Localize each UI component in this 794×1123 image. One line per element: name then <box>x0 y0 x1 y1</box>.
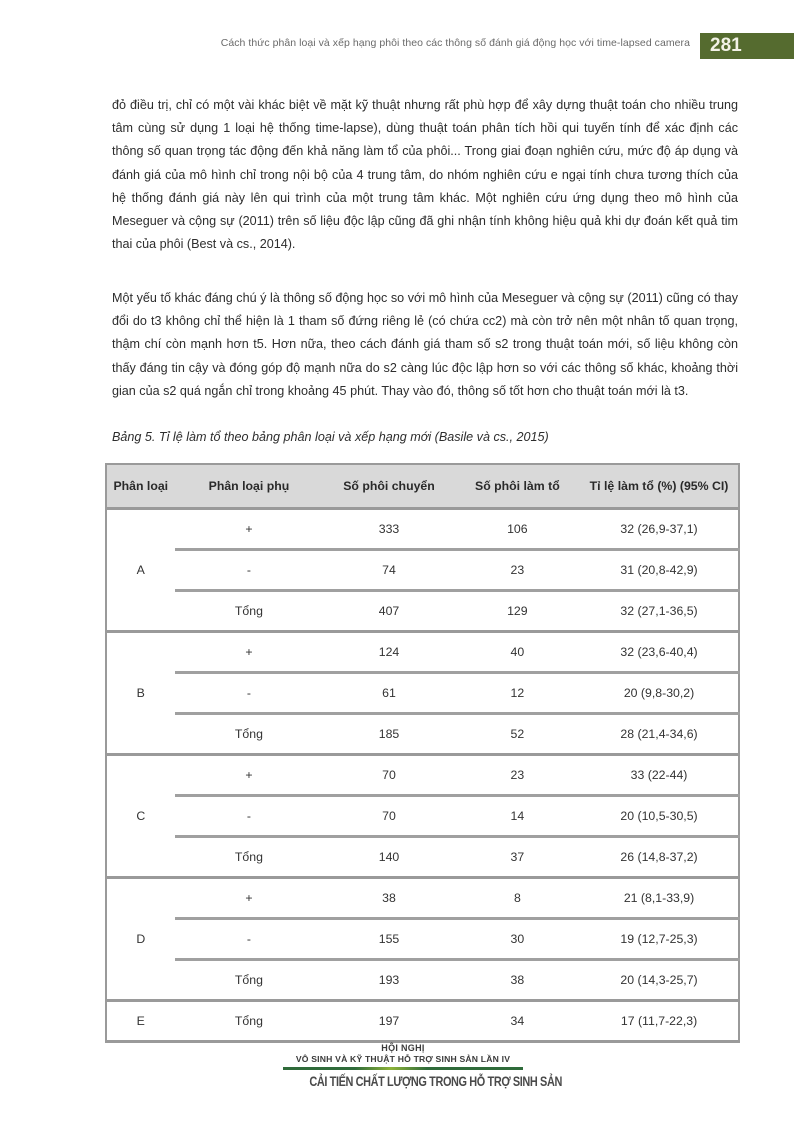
transferred-cell: 61 <box>323 673 454 714</box>
rate-cell: 20 (10,5-30,5) <box>580 796 739 837</box>
transferred-cell: 197 <box>323 1001 454 1042</box>
table-row <box>106 714 739 755</box>
header-embryos-implanted: Số phôi làm tổ <box>455 464 580 509</box>
classification-cell: D <box>106 878 175 1001</box>
conference-footer <box>283 1043 562 1089</box>
implanted-cell: 40 <box>455 632 580 673</box>
table-row <box>106 837 739 878</box>
table-row <box>106 509 739 550</box>
transferred-cell: 70 <box>323 755 454 796</box>
transferred-cell: 70 <box>323 796 454 837</box>
header-embryos-transferred: Số phôi chuyển <box>323 464 454 509</box>
subclassification-cell: Tổng <box>175 591 324 632</box>
table-row <box>106 755 739 796</box>
table-row <box>106 591 739 632</box>
implanted-cell: 129 <box>455 591 580 632</box>
rate-cell: 32 (23,6-40,4) <box>580 632 739 673</box>
implanted-cell: 34 <box>455 1001 580 1042</box>
rate-cell: 32 (26,9-37,1) <box>580 509 739 550</box>
implanted-cell: 14 <box>455 796 580 837</box>
classification-cell: A <box>106 509 175 632</box>
subclassification-cell: + <box>175 755 324 796</box>
subclassification-cell: - <box>175 550 324 591</box>
table-header-row <box>106 464 739 509</box>
header-subclassification: Phân loại phụ <box>175 464 324 509</box>
transferred-cell: 333 <box>323 509 454 550</box>
subclassification-cell: Tổng <box>175 837 324 878</box>
transferred-cell: 155 <box>323 919 454 960</box>
implanted-cell: 23 <box>455 550 580 591</box>
implanted-cell: 23 <box>455 755 580 796</box>
paragraph-1: đỏ điều trị, chỉ có một vài khác biệt về mặt kỹ thuật nhưng rất phù hợp để xây dựng thuật toán cho nhiều trung tâm cùng sử dụng 1 loại hệ thống time-lapse), dùng thuật toán phân tích hồi qui tuyến tính để xác định các thông số quan trọng tác động đến khả năng làm tổ của phôi... Trong giai đoạn nghiên cứu, mức độ áp dụng và đánh giá của mô hình chỉ trong nội bộ của 4 trung tâm, do nhóm nghiên cứu e ngại tính chưa tương thích của hệ thống đánh giá này lên qui trình của một trung tâm khác. Một nghiên cứu ứng dụng theo mô hình của Meseguer và cộng sự (2011) trên số liệu độc lập cũng đã ghi nhận tính không hiệu quả khi dự đoán kết quả tim thai của phôi (Best và cs., 2014). <box>112 98 738 252</box>
table-row <box>106 878 739 919</box>
transferred-cell: 193 <box>323 960 454 1001</box>
paragraph-2: Một yếu tố khác đáng chú ý là thông số động học so với mô hình của Meseguer và cộng sự (2011) cũng có thay đổi do t3 không chỉ thể hiện là 1 tham số đứng riêng lẻ (có chứa cc2) mà còn trở nên một nhân tố quan trọng, thậm chí còn mạnh hơn t5. Hơn nữa, theo cách đánh giá tham số s2 trong thuật toán mới, số liệu không còn thấy đáng tin cậy và đóng góp độ mạnh nữa do s2 càng lúc độc lập hơn so với các thông số khác, khoảng thời gian của s2 quá ngắn chỉ trong khoảng 45 phút. Thay vào đó, thông số tốt hơn cho thuật toán mới là t3. <box>112 291 738 398</box>
footer-line-2: VÔ SINH VÀ KỸ THUẬT HỖ TRỢ SINH SẢN LẦN IV <box>295 1054 511 1064</box>
table-row <box>106 1001 739 1042</box>
header-implantation-rate: Tỉ lệ làm tổ (%) (95% CI) <box>580 464 739 509</box>
subclassification-cell: + <box>175 878 324 919</box>
rate-cell: 17 (11,7-22,3) <box>580 1001 739 1042</box>
rate-cell: 33 (22-44) <box>580 755 739 796</box>
transferred-cell: 185 <box>323 714 454 755</box>
implanted-cell: 8 <box>455 878 580 919</box>
table-row <box>106 673 739 714</box>
classification-cell: E <box>106 1001 175 1042</box>
subclassification-cell: + <box>175 509 324 550</box>
footer-line-1: HỘI NGHỊ <box>381 1043 425 1053</box>
header-classification: Phân loại <box>106 464 175 509</box>
table-row <box>106 796 739 837</box>
subclassification-cell: Tổng <box>175 1001 324 1042</box>
implanted-cell: 37 <box>455 837 580 878</box>
page-number: 281 <box>700 33 794 59</box>
table-caption: Bảng 5. Tỉ lệ làm tổ theo bảng phân loại và xếp hạng mới (Basile và cs., 2015) <box>112 430 549 444</box>
rate-cell: 20 (9,8-30,2) <box>580 673 739 714</box>
rate-cell: 32 (27,1-36,5) <box>580 591 739 632</box>
implantation-rate-table <box>105 463 740 1043</box>
subclassification-cell: Tổng <box>175 960 324 1001</box>
table-row <box>106 919 739 960</box>
rate-cell: 19 (12,7-25,3) <box>580 919 739 960</box>
table-body <box>106 509 739 1042</box>
transferred-cell: 124 <box>323 632 454 673</box>
rate-cell: 31 (20,8-42,9) <box>580 550 739 591</box>
transferred-cell: 407 <box>323 591 454 632</box>
transferred-cell: 140 <box>323 837 454 878</box>
rate-cell: 26 (14,8-37,2) <box>580 837 739 878</box>
implanted-cell: 12 <box>455 673 580 714</box>
table-row <box>106 550 739 591</box>
implanted-cell: 30 <box>455 919 580 960</box>
rate-cell: 28 (21,4-34,6) <box>580 714 739 755</box>
implanted-cell: 38 <box>455 960 580 1001</box>
subclassification-cell: - <box>175 796 324 837</box>
subclassification-cell: - <box>175 673 324 714</box>
table-row <box>106 960 739 1001</box>
running-header-title: Cách thức phân loại và xếp hạng phôi theo các thông số đánh giá động học với time-lapsed camera <box>220 37 690 49</box>
rate-cell: 20 (14,3-25,7) <box>580 960 739 1001</box>
subclassification-cell: + <box>175 632 324 673</box>
subclassification-cell: Tổng <box>175 714 324 755</box>
table-row <box>106 632 739 673</box>
implanted-cell: 106 <box>455 509 580 550</box>
transferred-cell: 38 <box>323 878 454 919</box>
footer-divider <box>283 1067 523 1070</box>
classification-cell: B <box>106 632 175 755</box>
subclassification-cell: - <box>175 919 324 960</box>
classification-cell: C <box>106 755 175 878</box>
implanted-cell: 52 <box>455 714 580 755</box>
transferred-cell: 74 <box>323 550 454 591</box>
footer-slogan: CẢI TIẾN CHẤT LƯỢNG TRONG HỖ TRỢ SINH SẢN <box>309 1073 562 1089</box>
rate-cell: 21 (8,1-33,9) <box>580 878 739 919</box>
